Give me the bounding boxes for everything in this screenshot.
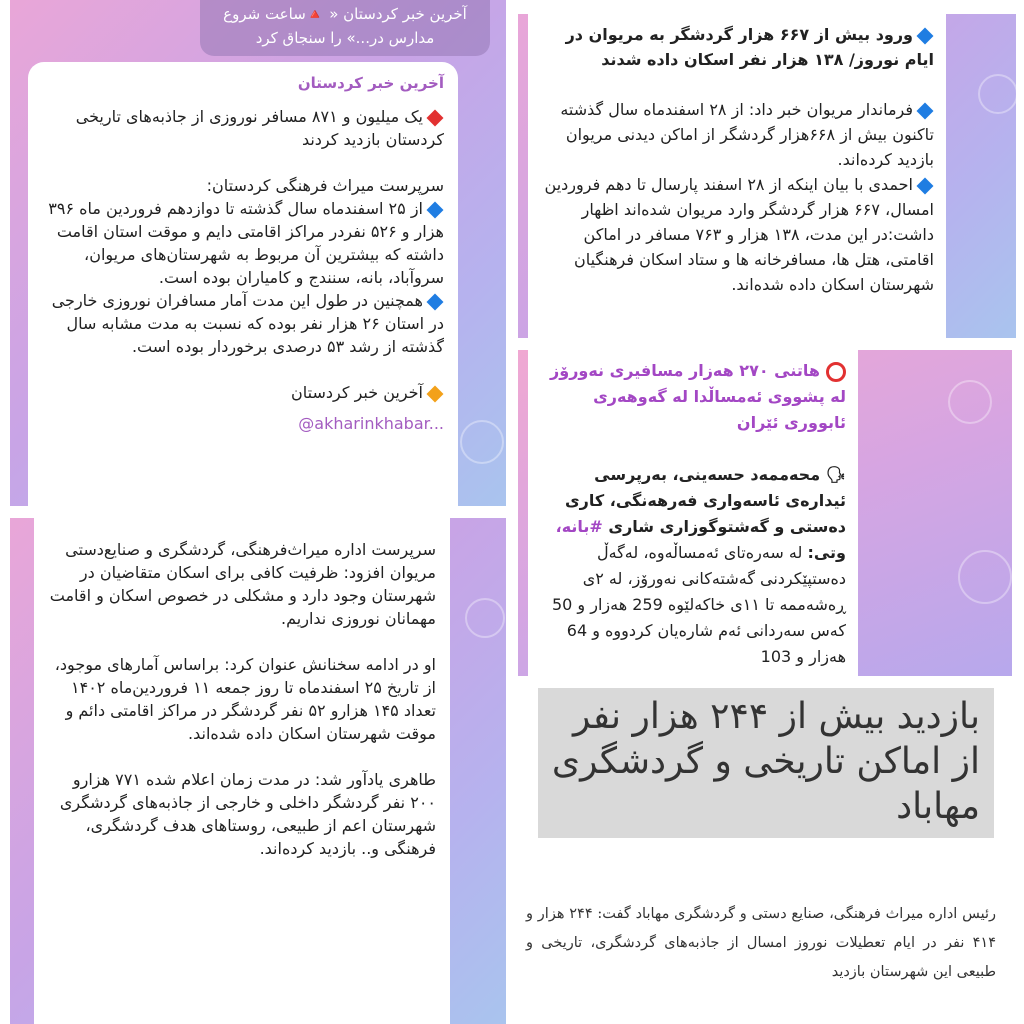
article-headline: بازدید بیش از ۲۴۴ هزار نفر از اماکن تاریخی و گردشگری مهاباد bbox=[538, 688, 994, 838]
background-doodle bbox=[465, 598, 505, 638]
message-paragraph: احمدی با بیان اینکه از ۲۸ اسفند پارسال تا دهم فروردین امسال، ۶۶۷ هزار گردشگر وارد مریوان شده‌اند اظهار داشت:در این مدت، ۱۳۸ هزار و ۷۶۳ مسافر در اماکن اقامتی، هتل ها، مسافرخانه ها و ستاد اسکان فرهنگیان شهرستان اسکان داده شده‌اند. bbox=[544, 175, 934, 294]
telegram-panel-top-right bbox=[518, 14, 1016, 338]
message-paragraph: طاهری یادآور شد: در مدت زمان اعلام شده ۷۷۱ هزارو ۲۰۰ نفر گردشگر داخلی و خارجی از جاذبه‌های گردشگری شهرستان اعم از طبیعی، روستاهای هدف گردشگری، فرهنگی و.. بازدید کرده‌اند. bbox=[59, 770, 436, 858]
red-circle-icon bbox=[826, 362, 846, 382]
telegram-panel-bottom-left bbox=[10, 518, 506, 1024]
pinned-message-banner[interactable] bbox=[200, 0, 490, 56]
message-speaker: 🗣 محەممەد حسەینی، بەرپرسی ئیدارەی ئاسەواری فەرهەنگی، کاری دەستی و گەشتوگوزاری شاری #بانە، bbox=[555, 465, 846, 536]
channel-name[interactable]: آخرین خبر کردستان bbox=[297, 74, 444, 92]
blue-diamond-icon bbox=[427, 201, 444, 218]
background-doodle bbox=[978, 74, 1016, 114]
background-doodle bbox=[460, 420, 504, 464]
blue-diamond-icon bbox=[917, 27, 934, 44]
background-doodle bbox=[948, 380, 992, 424]
message-headline: ورود بیش از ۶۶۷ هزار گردشگر به مریوان در ایام نوروز/ ۱۳۸ هزار نفر اسکان داده شدند bbox=[565, 25, 934, 69]
message-bubble bbox=[528, 350, 858, 676]
background-doodle bbox=[958, 550, 1012, 604]
message-paragraph: او در ادامه سخنانش عنوان کرد: براساس آمارهای موجود، از تاریخ ۲۵ اسفندماه تا روز جمعه ۱۱ فروردین‌ماه ۱۴۰۲ تعداد ۱۴۵ هزارو ۵۲ نفر گردشگر در مراکز اقامتی دائم و موقت شهرستان اسکان داده شده‌اند. bbox=[54, 655, 436, 743]
message-intro: سرپرست میراث فرهنگی کردستان: bbox=[206, 176, 444, 195]
message-headline: هاتنی ۲۷۰ هەزار مسافیری نەورۆز لە پشووی ئەمساڵدا لە گەوهەری ئابووری ئێران bbox=[550, 361, 846, 432]
channel-link[interactable]: @akharinkhabar... bbox=[298, 414, 444, 433]
article-body: رئیس اداره میراث فرهنگی، صنایع دستی و گردشگری مهاباد گفت: ۲۴۴ هزار و ۴۱۴ نفر در ایام تعطیلات نوروز امسال از جاذبه‌های گردشگری، تاریخی و طبیعی این شهرستان بازدید bbox=[526, 906, 997, 980]
message-paragraph: از ۲۵ اسفندماه سال گذشته تا دوازدهم فروردین ماه ۳۹۶ هزار و ۵۲۶ نفردر مراکز اقامتی دایم و موقت استان اقامت داشته که بیشترین آن مربوط به شهرستان‌های مریوان، سروآباد، بانه، سنندج و کامیاران بوده است. bbox=[48, 199, 444, 287]
blue-diamond-icon bbox=[427, 293, 444, 310]
message-signature: آخرین خبر کردستان bbox=[42, 381, 444, 404]
message-paragraph: وتی: لە سەرەتای ئەمساڵەوە، لەگەڵ دەستپێکردنی گەشتەکانی نەورۆز، لە ٢ی ڕەشەممە تا ١١ی خاکەلێوە 259 هەزار و 50 کەس سەردانی ئەم شارەیان کردووە و 64 هەزار و 103 bbox=[551, 543, 846, 666]
red-diamond-icon bbox=[427, 109, 444, 126]
blue-diamond-icon bbox=[917, 102, 934, 119]
message-paragraph: همچنین در طول این مدت آمار مسافران نوروزی خارجی در استان ۲۶ هزار نفر بوده که نسبت به مدت مشابه سال گذشته از رشد ۵۳ درصدی برخوردار بوده است. bbox=[51, 291, 444, 356]
message-paragraph: سرپرست اداره میراث‌فرهنگی، گردشگری و صنایع‌دستی مریوان افزود: ظرفیت کافی برای اسکان متقاضیان در شهرستان وجود دارد و مشکلی در خصوص اسکان و اقامت مهمانان نوروزی نداریم. bbox=[49, 540, 436, 628]
hashtag-link[interactable]: #بانە، bbox=[555, 517, 603, 536]
message-bubble bbox=[28, 62, 458, 506]
pinned-text: آخرین خبر کردستان « 🔺ساعت شروع مدارس در...» را سنجاق کرد bbox=[223, 5, 467, 47]
message-headline: یک میلیون و ۸۷۱ مسافر نوروزی از جاذبه‌های تاریخی کردستان بازدید کردند bbox=[75, 107, 444, 149]
speaking-head-icon: 🗣 bbox=[825, 465, 846, 484]
blue-diamond-icon bbox=[917, 177, 934, 194]
orange-diamond-icon bbox=[427, 385, 444, 402]
message-bubble bbox=[34, 518, 450, 1024]
message-paragraph: فرماندار مریوان خبر داد: از ۲۸ اسفندماه سال گذشته تاکنون بیش از ۶۶۸هزار گردشگر از اماکن دیدنی مریوان بازدید کرده‌اند. bbox=[560, 100, 934, 169]
telegram-panel-top-left bbox=[10, 0, 506, 506]
message-bubble bbox=[528, 14, 946, 338]
telegram-panel-mid-right bbox=[518, 350, 1012, 676]
